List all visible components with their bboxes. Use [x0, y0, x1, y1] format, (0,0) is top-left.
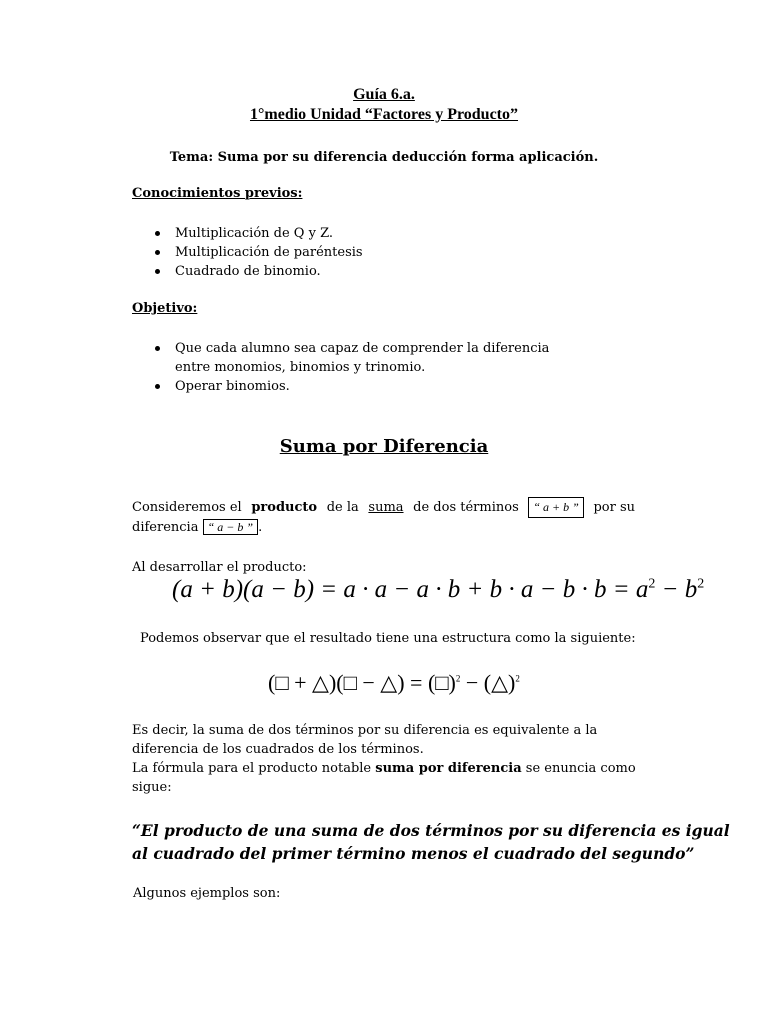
intro-period: .: [258, 520, 263, 535]
section-title: Suma por Diferencia: [279, 436, 489, 457]
develop-label: Al desarrollar el producto:: [132, 560, 307, 575]
list-item: Multiplicación de Q y Z.: [132, 224, 652, 243]
structure-exponent: 2: [455, 673, 461, 684]
intro-line-2: [132, 518, 262, 537]
explanation-text: La fórmula para el producto notable: [132, 761, 372, 776]
explanation-line-3: [132, 759, 636, 778]
unit-title: 1°medio Unidad “Factores y Producto”: [249, 106, 519, 123]
intro-word-product: producto: [251, 500, 318, 515]
list-item: Multiplicación de paréntesis: [132, 243, 652, 262]
objective-heading: Objetivo:: [132, 301, 198, 316]
list-item: Operar binomios.: [132, 377, 582, 396]
explanation-line-2: diferencia de los cuadrados de los términos.: [132, 742, 424, 757]
rule-line-1: “El producto de una suma de dos términos por su diferencia es igual: [132, 821, 730, 840]
structure-expression-end: − (△): [460, 670, 516, 695]
guide-title: Guía 6.a.: [353, 86, 415, 103]
intro-line-1: [132, 497, 635, 518]
prior-knowledge-heading: Conocimientos previos:: [132, 186, 303, 201]
formula-exponent: 2: [697, 576, 705, 592]
intro-word: por su: [593, 500, 635, 515]
explanation-line-1: Es decir, la suma de dos términos por su diferencia es equivalente a la: [132, 723, 598, 738]
product-formula: [172, 576, 704, 604]
explanation-text: se enuncia como: [525, 761, 636, 776]
difference-box: “ a − b ”: [203, 519, 258, 535]
formula-expansion: (a + b)(a − b) = a · a − a · b + b · a − b · b = a: [172, 576, 649, 603]
intro-word: Consideremos el: [132, 500, 242, 515]
explanation-bold: suma por diferencia: [375, 761, 522, 776]
prior-knowledge-list: [132, 224, 652, 281]
structure-exponent: 2: [515, 673, 520, 684]
explanation-line-4: sigue:: [132, 780, 172, 795]
list-item: Cuadrado de binomio.: [132, 262, 652, 281]
rule-line-2: al cuadrado del primer término menos el cuadrado del segundo”: [132, 844, 695, 863]
formula-expansion-end: − b: [655, 576, 698, 603]
topic-line: Tema: Suma por su diferencia deducción forma aplicación.: [169, 150, 599, 165]
list-item: Que cada alumno sea capaz de comprender la diferencia entre monomios, binomios y trinomio.: [132, 339, 582, 377]
objective-list: [132, 339, 582, 396]
intro-word: diferencia: [132, 520, 199, 535]
structure-expression: (□ + △)(□ − △) = (□): [268, 670, 456, 695]
intro-word: de la: [326, 500, 359, 515]
intro-word: de dos términos: [413, 500, 519, 515]
structure-formula: [268, 670, 520, 696]
examples-label: Algunos ejemplos son:: [133, 886, 281, 901]
sum-box: “ a + b ”: [528, 497, 583, 518]
observe-text: Podemos observar que el resultado tiene una estructura como la siguiente:: [140, 631, 636, 646]
formula-exponent: 2: [648, 576, 656, 592]
intro-word-sum: suma: [368, 500, 404, 515]
